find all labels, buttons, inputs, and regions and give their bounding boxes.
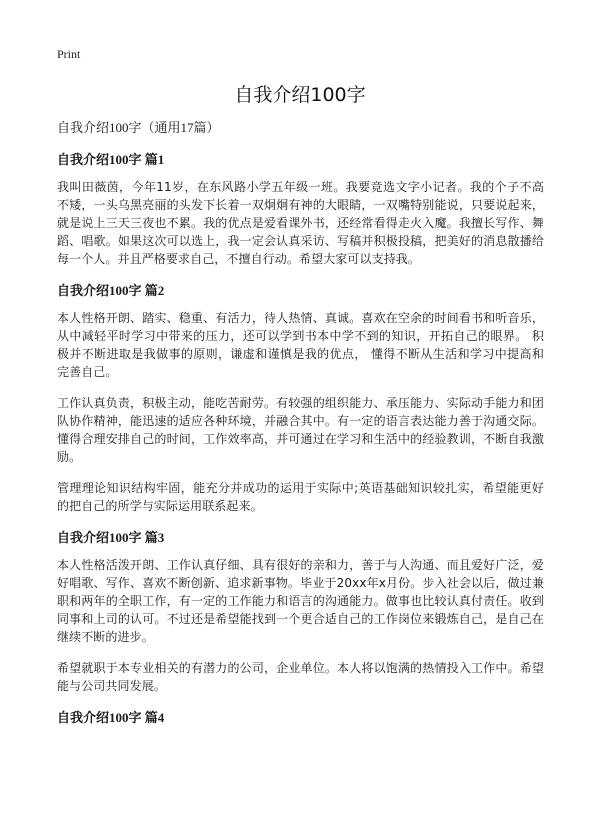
section-heading-3: 自我介绍100字 篇3: [57, 530, 165, 545]
paragraph: 本人性格活泼开朗、工作认真仔细、具有很好的亲和力，善于与人沟通、而且爱好广泛，爱好唱歌、写作、喜欢不断创新、追求新事物。毕业于20xx年x月份。步入社会以后，做过兼职和两年的全职工作，有一定的工作能力和语言的沟通能力。做事也比较认真付责任。收到同事和上司的认可。不过还是希望能找到一个更合适自己的工作岗位来锻炼自己，是自己在继续不断的进步。: [57, 558, 544, 644]
page-title: 自我介绍100字: [234, 84, 366, 106]
paragraph: 本人性格开朗、踏实、稳重、有活力，待人热情、真诚。喜欢在空余的时间看书和听音乐，从中减轻平时学习中带来的压力，还可以学到书本中学不到的知识，开拓自己的眼界。 积极并不断进取是我做事的原则，谦虚和谨慎是我的优点， 懂得不断从生活和学习中提高和完善自己。: [57, 311, 544, 379]
section-heading-1: 自我介绍100字 篇1: [57, 152, 165, 167]
section-heading-2: 自我介绍100字 篇2: [57, 283, 165, 298]
section-heading-4: 自我介绍100字 篇4: [57, 710, 165, 725]
document-body: [57, 118, 544, 736]
paragraph: 管理理论知识结构牢固，能充分并成功的运用于实际中;英语基础知识较扎实，希望能更好的把自己的所学与实际运用联系起来。: [57, 481, 544, 513]
print-link[interactable]: Print: [57, 47, 81, 61]
paragraph: 希望就职于本专业相关的有潜力的公司，企业单位。本人将以饱满的热情投入工作中。希望能与公司共同发展。: [57, 661, 544, 693]
paragraph: 工作认真负责，积极主动，能吃苦耐劳。有较强的组织能力、承压能力、实际动手能力和团队协作精神，能迅速的适应各种环境，并融合其中。有一定的语言表达能力善于沟通交际。懂得合理安排自己的时间，工作效率高，并可通过在学习和生活中的经验教训，不断自我激励。: [57, 396, 544, 464]
document-subtitle: 自我介绍100字（通用17篇）: [57, 120, 220, 135]
paragraph: 我叫田薇茵，今年11岁，在东风路小学五年级一班。我要竞选文字小记者。我的个子不高不矮，一头乌黑亮丽的头发下长着一双炯炯有神的大眼睛，一双嘴特别能说，只要说起来，就是说上三天三夜也不累。我的优点是爱看课外书，还经常看得走火入魔。我擅长写作、舞蹈、唱歌。如果这次可以选上，我一定会认真采访、写稿并积极投稿，把美好的消息散播给每一个人。并且严格要求自己，不擅自行动。希望大家可以支持我。: [57, 180, 544, 266]
